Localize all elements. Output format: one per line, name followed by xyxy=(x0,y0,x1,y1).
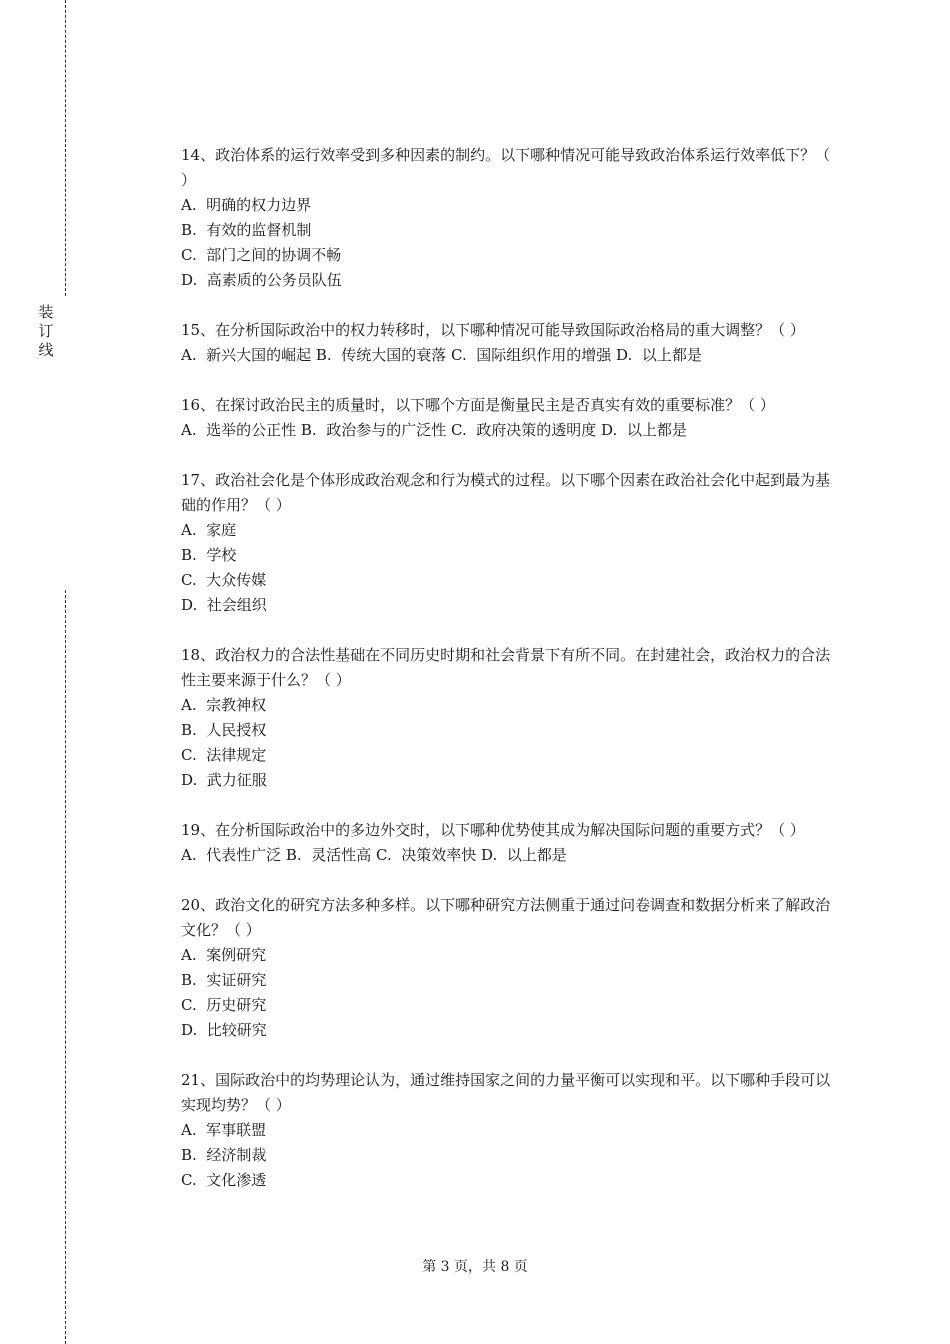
option-a: A. 案例研究 xyxy=(181,946,267,964)
question-list xyxy=(181,143,841,1193)
option-a: A. 军事联盟 xyxy=(181,1121,267,1139)
option-d: D. 高素质的公务员队伍 xyxy=(181,271,342,289)
question-14 xyxy=(181,143,841,293)
options-inline: A. 代表性广泛 B. 灵活性高 C. 决策效率快 D. 以上都是 xyxy=(181,846,567,864)
option-d: D. 武力征服 xyxy=(181,771,267,789)
question-21 xyxy=(181,1068,841,1193)
option-c: C. 历史研究 xyxy=(181,996,267,1014)
binding-label xyxy=(36,303,56,360)
binding-char: 装 xyxy=(38,303,54,321)
question-17 xyxy=(181,468,841,618)
option-d: D. 比较研究 xyxy=(181,1021,267,1039)
option-a: A. 宗教神权 xyxy=(181,696,267,714)
binding-line-top xyxy=(65,0,66,296)
question-stem: 16、在探讨政治民主的质量时，以下哪个方面是衡量民主是否真实有效的重要标准？（ ） xyxy=(181,396,775,414)
question-20 xyxy=(181,893,841,1043)
question-15 xyxy=(181,318,841,368)
options-inline: A. 选举的公正性 B. 政治参与的广泛性 C. 政府决策的透明度 D. 以上都是 xyxy=(181,421,687,439)
option-d: D. 社会组织 xyxy=(181,596,267,614)
binding-line-bottom xyxy=(65,590,66,1344)
question-18 xyxy=(181,643,841,793)
option-b: B. 有效的监督机制 xyxy=(181,221,312,239)
option-b: B. 经济制裁 xyxy=(181,1146,267,1164)
page-number: 第 3 页，共 8 页 xyxy=(422,1259,528,1275)
question-stem: 20、政治文化的研究方法多种多样。以下哪种研究方法侧重于通过问卷调查和数据分析来了解政治文化？（ ） xyxy=(181,896,831,939)
question-19 xyxy=(181,818,841,868)
question-stem: 19、在分析国际政治中的多边外交时，以下哪种优势使其成为解决国际问题的重要方式？（ ） xyxy=(181,821,805,839)
option-b: B. 人民授权 xyxy=(181,721,267,739)
option-c: C. 大众传媒 xyxy=(181,571,267,589)
question-stem: 17、政治社会化是个体形成政治观念和行为模式的过程。以下哪个因素在政治社会化中起到最为基础的作用？（ ） xyxy=(181,471,831,514)
question-stem: 21、国际政治中的均势理论认为，通过维持国家之间的力量平衡可以实现和平。以下哪种手段可以实现均势？（ ） xyxy=(181,1071,831,1114)
question-16 xyxy=(181,393,841,443)
binding-char: 线 xyxy=(38,341,54,359)
option-b: B. 实证研究 xyxy=(181,971,267,989)
option-c: C. 部门之间的协调不畅 xyxy=(181,246,342,264)
question-stem: 14、政治体系的运行效率受到多种因素的制约。以下哪种情况可能导致政治体系运行效率低下？（ ） xyxy=(181,146,831,189)
binding-char: 订 xyxy=(38,322,54,340)
option-a: A. 明确的权力边界 xyxy=(181,196,312,214)
option-c: C. 法律规定 xyxy=(181,746,267,764)
options-inline: A. 新兴大国的崛起 B. 传统大国的衰落 C. 国际组织作用的增强 D. 以上都是 xyxy=(181,346,702,364)
option-a: A. 家庭 xyxy=(181,521,237,539)
question-stem: 18、政治权力的合法性基础在不同历史时期和社会背景下有所不同。在封建社会，政治权力的合法性主要来源于什么？（ ） xyxy=(181,646,831,689)
question-stem: 15、在分析国际政治中的权力转移时，以下哪种情况可能导致国际政治格局的重大调整？（ ） xyxy=(181,321,805,339)
option-b: B. 学校 xyxy=(181,546,237,564)
option-c: C. 文化渗透 xyxy=(181,1171,267,1189)
